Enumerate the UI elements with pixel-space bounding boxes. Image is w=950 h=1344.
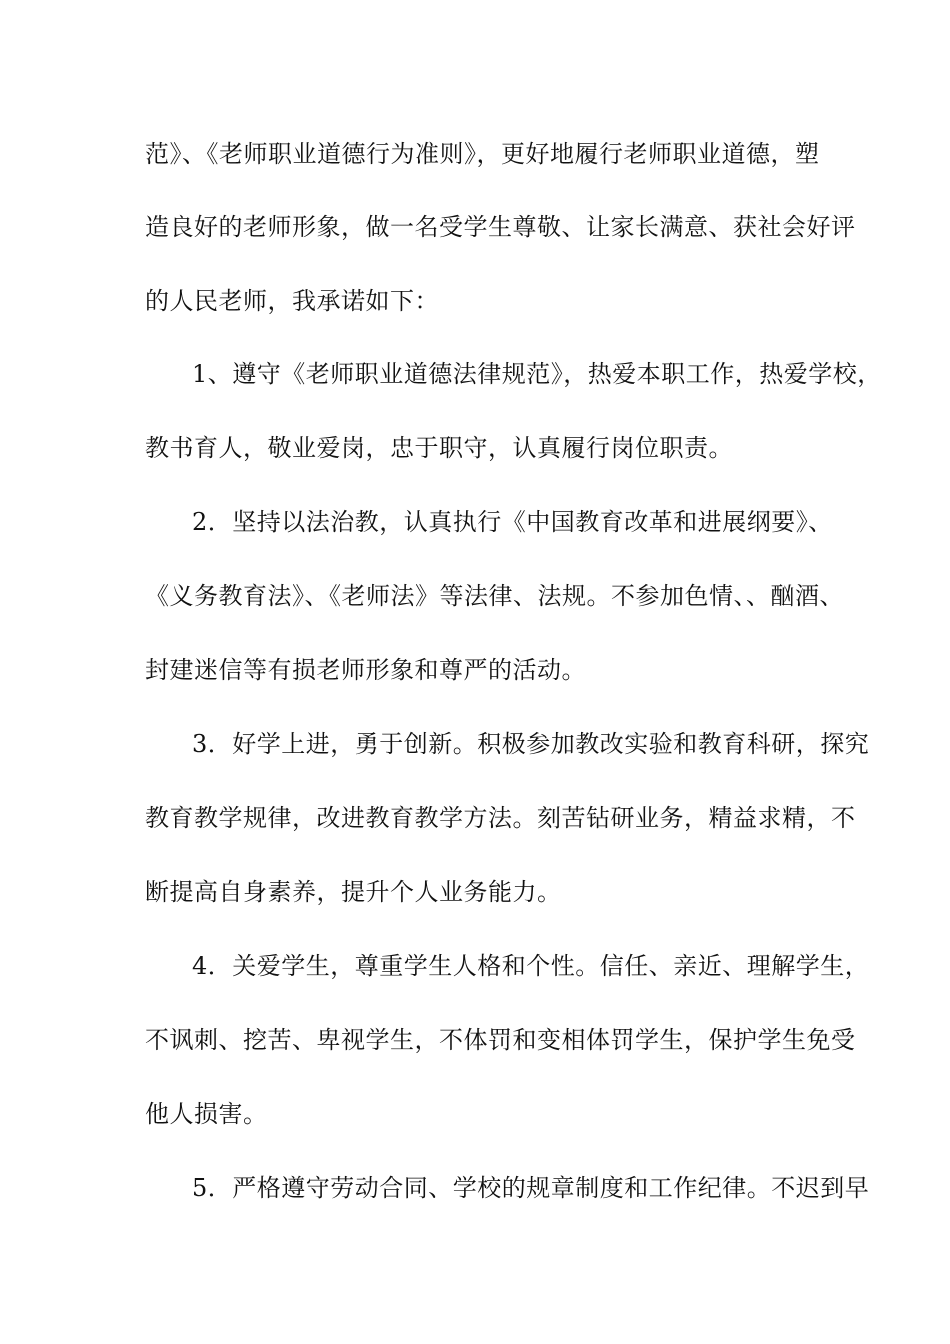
item-2-line-2: 《义务教育法》、《老师法》等法律、法规。不参加色情、、酗酒、 xyxy=(145,582,844,610)
text-line-1: 范》、《老师职业道德行为准则》，更好地履行老师职业道德，塑 xyxy=(145,140,820,168)
item-2-line-1: 2．坚持以法治教，认真执行《中国教育改革和进展纲要》、 xyxy=(192,508,833,536)
item-4-line-1: 4．关爱学生，尊重学生人格和个性。信任、亲近、理解学生， xyxy=(192,952,870,980)
item-1-line-1: 1、遵守《老师职业道德法律规范》，热爱本职工作，热爱学校， xyxy=(192,360,882,388)
item-2-line-3: 封建迷信等有损老师形象和尊严的活动。 xyxy=(145,656,586,684)
text-line-2: 造良好的老师形象，做一名受学生尊敬、让家长满意、获社会好评 xyxy=(145,213,856,241)
item-5-line-1: 5．严格遵守劳动合同、学校的规章制度和工作纪律。不迟到早 xyxy=(192,1174,870,1202)
item-3-line-3: 断提高自身素养，提升个人业务能力。 xyxy=(145,878,562,906)
item-4-line-2: 不讽刺、挖苦、卑视学生，不体罚和变相体罚学生，保护学生免受 xyxy=(145,1026,856,1054)
text-line-3: 的人民老师，我承诺如下： xyxy=(145,287,439,315)
item-3-line-1: 3．好学上进，勇于创新。积极参加教改实验和教育科研，探究 xyxy=(192,730,870,758)
item-3-line-2: 教育教学规律，改进教育教学方法。刻苦钻研业务，精益求精，不 xyxy=(145,804,856,832)
item-4-line-3: 他人损害。 xyxy=(145,1100,268,1128)
item-1-line-2: 教书育人，敬业爱岗，忠于职守，认真履行岗位职责。 xyxy=(145,434,733,462)
